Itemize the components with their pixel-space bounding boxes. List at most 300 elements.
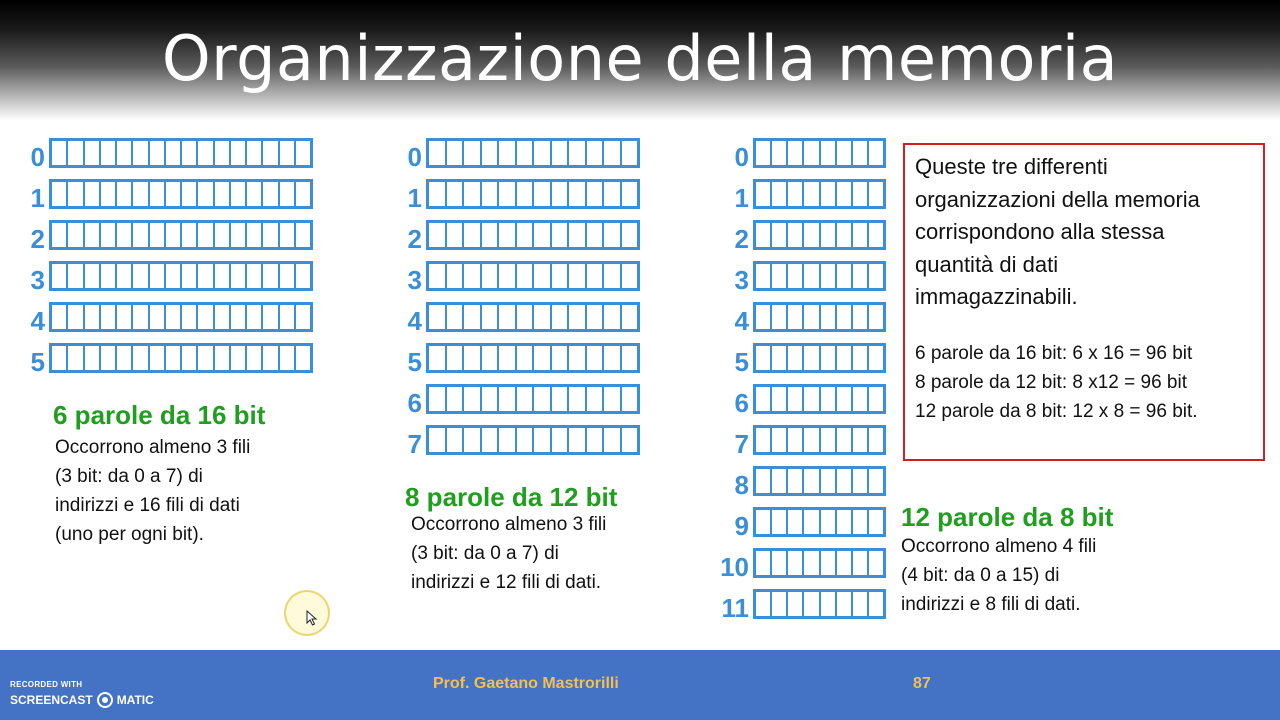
bit-cell — [788, 264, 804, 288]
word-address-label: 10 — [720, 552, 749, 582]
memory-word-row — [734, 302, 886, 338]
bit-cell — [85, 305, 101, 329]
memory-word-cells — [753, 507, 886, 537]
bit-cell — [853, 592, 869, 616]
bit-cell — [447, 305, 465, 329]
bit-cell — [756, 346, 772, 370]
bit-cell — [464, 305, 482, 329]
bit-cell — [133, 182, 149, 206]
bit-cell — [552, 141, 570, 165]
word-address-label: 5 — [407, 347, 422, 377]
memory-word-row — [407, 179, 640, 215]
bit-cell — [853, 428, 869, 452]
bit-cell — [788, 428, 804, 452]
bit-cell — [853, 387, 869, 411]
bit-cell — [198, 264, 214, 288]
memory-word-row — [734, 507, 886, 543]
bit-cell — [296, 305, 310, 329]
summary-note-calculations: 6 parole da 16 bit: 6 x 16 = 96 bit 8 parole da 12 bit: 8 x12 = 96 bit 12 parole da 8 bit: 12 x 8 = 96 bit. — [915, 343, 1198, 422]
bit-cell — [869, 387, 883, 411]
bit-cell — [804, 182, 820, 206]
bit-cell — [869, 305, 883, 329]
memory-word-row — [734, 384, 886, 420]
memory-word-row — [734, 220, 886, 256]
memory-word-cells — [426, 384, 640, 414]
word-address-label: 2 — [30, 224, 45, 254]
bit-cell — [604, 223, 622, 247]
footer-bar — [0, 650, 1280, 720]
bit-cell — [756, 264, 772, 288]
bit-cell — [464, 387, 482, 411]
bit-cell — [772, 264, 788, 288]
bit-cell — [117, 305, 133, 329]
bit-cell — [534, 182, 552, 206]
bit-cell — [552, 264, 570, 288]
bit-cell — [182, 182, 198, 206]
bit-cell — [853, 223, 869, 247]
bit-cell — [150, 223, 166, 247]
bit-cell — [101, 141, 117, 165]
bit-cell — [837, 264, 853, 288]
bit-cell — [622, 346, 638, 370]
title-bar — [0, 0, 1280, 120]
org-12x8-title: 12 parole da 8 bit — [901, 502, 1114, 532]
bit-cell — [101, 223, 117, 247]
bit-cell — [215, 346, 231, 370]
bit-cell — [622, 264, 638, 288]
bit-cell — [464, 346, 482, 370]
record-icon — [97, 692, 113, 708]
bit-cell — [587, 428, 605, 452]
bit-cell — [482, 141, 500, 165]
bit-cell — [772, 387, 788, 411]
memory-word-row — [30, 343, 313, 379]
bit-cell — [534, 387, 552, 411]
bit-cell — [804, 469, 820, 493]
bit-cell — [837, 428, 853, 452]
bit-cell — [52, 305, 68, 329]
bit-cell — [182, 346, 198, 370]
bit-cell — [853, 182, 869, 206]
footer-author: Prof. Gaetano Mastrorilli — [433, 675, 619, 692]
bit-cell — [447, 387, 465, 411]
bit-cell — [198, 223, 214, 247]
bit-cell — [85, 223, 101, 247]
bit-cell — [804, 346, 820, 370]
bit-cell — [622, 223, 638, 247]
bit-cell — [756, 510, 772, 534]
bit-cell — [772, 428, 788, 452]
bit-cell — [280, 141, 296, 165]
bit-cell — [85, 182, 101, 206]
bit-cell — [804, 551, 820, 575]
bit-cell — [788, 551, 804, 575]
bit-cell — [869, 346, 883, 370]
bit-cell — [587, 264, 605, 288]
memory-word-cells — [49, 220, 313, 250]
bit-cell — [837, 305, 853, 329]
bit-cell — [604, 264, 622, 288]
memory-word-cells — [753, 138, 886, 168]
bit-cell — [263, 182, 279, 206]
slide-title: Organizzazione della memoria — [161, 22, 1119, 95]
bit-cell — [198, 346, 214, 370]
bit-cell — [517, 346, 535, 370]
bit-cell — [215, 182, 231, 206]
bit-cell — [231, 264, 247, 288]
bit-cell — [429, 141, 447, 165]
bit-cell — [182, 223, 198, 247]
bit-cell — [133, 141, 149, 165]
bit-cell — [85, 346, 101, 370]
bit-cell — [772, 346, 788, 370]
bit-cell — [464, 223, 482, 247]
mouse-pointer-icon — [306, 610, 318, 626]
bit-cell — [587, 305, 605, 329]
bit-cell — [482, 182, 500, 206]
bit-cell — [756, 428, 772, 452]
bit-cell — [788, 592, 804, 616]
bit-cell — [837, 592, 853, 616]
memory-word-cells — [426, 343, 640, 373]
bit-cell — [821, 223, 837, 247]
bit-cell — [263, 305, 279, 329]
bit-cell — [821, 592, 837, 616]
bit-cell — [85, 264, 101, 288]
bit-cell — [534, 428, 552, 452]
memory-word-cells — [753, 384, 886, 414]
memory-word-cells — [753, 179, 886, 209]
bit-cell — [280, 264, 296, 288]
memory-word-row — [30, 179, 313, 215]
bit-cell — [464, 182, 482, 206]
bit-cell — [68, 223, 84, 247]
bit-cell — [869, 551, 883, 575]
memory-word-row — [407, 138, 640, 174]
bit-cell — [534, 305, 552, 329]
bit-cell — [429, 182, 447, 206]
bit-cell — [772, 469, 788, 493]
word-address-label: 4 — [30, 306, 45, 336]
bit-cell — [117, 223, 133, 247]
bit-cell — [772, 182, 788, 206]
bit-cell — [133, 305, 149, 329]
bit-cell — [772, 223, 788, 247]
bit-cell — [231, 305, 247, 329]
bit-cell — [517, 264, 535, 288]
bit-cell — [821, 264, 837, 288]
bit-cell — [499, 387, 517, 411]
word-address-label: 4 — [407, 306, 422, 336]
bit-cell — [622, 305, 638, 329]
bit-cell — [552, 182, 570, 206]
org-8x12-title: 8 parole da 12 bit — [405, 482, 618, 512]
page-number: 87 — [913, 675, 931, 692]
bit-cell — [604, 305, 622, 329]
bit-cell — [499, 305, 517, 329]
memory-word-row — [734, 261, 886, 297]
bit-cell — [788, 510, 804, 534]
memory-word-row — [407, 343, 640, 379]
bit-cell — [150, 305, 166, 329]
word-address-label: 3 — [734, 265, 749, 295]
bit-cell — [133, 264, 149, 288]
memory-word-row — [407, 384, 640, 420]
bit-cell — [821, 182, 837, 206]
memory-word-row — [407, 425, 640, 461]
recorded-with-label: RECORDED WITH — [10, 680, 83, 689]
bit-cell — [429, 264, 447, 288]
bit-cell — [604, 141, 622, 165]
bit-cell — [85, 141, 101, 165]
bit-cell — [837, 551, 853, 575]
bit-cell — [482, 387, 500, 411]
logo-right-text: MATIC — [116, 693, 154, 707]
word-address-label: 3 — [407, 265, 422, 295]
bit-cell — [517, 387, 535, 411]
bit-cell — [821, 141, 837, 165]
bit-cell — [166, 141, 182, 165]
bit-cell — [464, 428, 482, 452]
org-8x12-description: Occorrono almeno 3 fili (3 bit: da 0 a 7) di indirizzi e 12 fili di dati. — [411, 514, 607, 593]
bit-cell — [499, 141, 517, 165]
bit-cell — [464, 141, 482, 165]
bit-cell — [788, 182, 804, 206]
word-address-label: 3 — [30, 265, 45, 295]
bit-cell — [447, 141, 465, 165]
bit-cell — [837, 387, 853, 411]
summary-note-box — [903, 143, 1265, 461]
bit-cell — [247, 346, 263, 370]
bit-cell — [837, 346, 853, 370]
bit-cell — [263, 223, 279, 247]
bit-cell — [821, 551, 837, 575]
word-address-label: 5 — [734, 347, 749, 377]
bit-cell — [772, 551, 788, 575]
bit-cell — [117, 182, 133, 206]
bit-cell — [499, 264, 517, 288]
bit-cell — [569, 428, 587, 452]
bit-cell — [804, 592, 820, 616]
bit-cell — [231, 223, 247, 247]
word-address-label: 1 — [407, 183, 422, 213]
bit-cell — [263, 264, 279, 288]
word-address-label: 7 — [734, 429, 749, 459]
bit-cell — [429, 428, 447, 452]
bit-cell — [869, 223, 883, 247]
bit-cell — [604, 428, 622, 452]
memory-word-cells — [426, 220, 640, 250]
bit-cell — [869, 141, 883, 165]
bit-cell — [482, 264, 500, 288]
bit-cell — [552, 387, 570, 411]
bit-cell — [869, 592, 883, 616]
bit-cell — [853, 510, 869, 534]
memory-word-cells — [753, 343, 886, 373]
bit-cell — [804, 223, 820, 247]
bit-cell — [166, 264, 182, 288]
bit-cell — [182, 141, 198, 165]
bit-cell — [552, 346, 570, 370]
bit-cell — [534, 264, 552, 288]
bit-cell — [166, 305, 182, 329]
bit-cell — [788, 346, 804, 370]
screencast-o-matic-logo — [10, 680, 154, 708]
bit-cell — [280, 346, 296, 370]
bit-cell — [447, 182, 465, 206]
bit-cell — [296, 223, 310, 247]
bit-cell — [853, 141, 869, 165]
bit-cell — [853, 305, 869, 329]
memory-word-cells — [426, 425, 640, 455]
bit-cell — [587, 387, 605, 411]
bit-cell — [198, 182, 214, 206]
bit-cell — [150, 141, 166, 165]
bit-cell — [804, 141, 820, 165]
bit-cell — [68, 346, 84, 370]
bit-cell — [133, 223, 149, 247]
bit-cell — [247, 223, 263, 247]
bit-cell — [569, 387, 587, 411]
bit-cell — [215, 264, 231, 288]
bit-cell — [482, 346, 500, 370]
bit-cell — [622, 387, 638, 411]
bit-cell — [133, 346, 149, 370]
word-address-label: 1 — [734, 183, 749, 213]
bit-cell — [482, 223, 500, 247]
memory-word-cells — [753, 589, 886, 619]
bit-cell — [569, 264, 587, 288]
org-6x16-description: Occorrono almeno 3 fili (3 bit: da 0 a 7) di indirizzi e 16 fili di dati (uno per ogni bit). — [55, 437, 251, 545]
bit-cell — [756, 551, 772, 575]
bit-cell — [429, 305, 447, 329]
bit-cell — [837, 141, 853, 165]
bit-cell — [464, 264, 482, 288]
bit-cell — [429, 223, 447, 247]
bit-cell — [853, 264, 869, 288]
word-address-label: 0 — [30, 142, 45, 172]
memory-word-cells — [753, 261, 886, 291]
bit-cell — [101, 346, 117, 370]
bit-cell — [52, 141, 68, 165]
bit-cell — [482, 428, 500, 452]
bit-cell — [552, 428, 570, 452]
bit-cell — [150, 264, 166, 288]
bit-cell — [166, 182, 182, 206]
bit-cell — [517, 141, 535, 165]
bit-cell — [788, 223, 804, 247]
bit-cell — [215, 305, 231, 329]
bit-cell — [837, 469, 853, 493]
bit-cell — [52, 223, 68, 247]
bit-cell — [788, 387, 804, 411]
bit-cell — [622, 141, 638, 165]
bit-cell — [853, 551, 869, 575]
org-12x8-description: Occorrono almeno 4 fili (4 bit: da 0 a 15) di indirizzi e 8 fili di dati. — [901, 536, 1097, 615]
bit-cell — [534, 141, 552, 165]
memory-word-row — [407, 261, 640, 297]
bit-cell — [499, 428, 517, 452]
bit-cell — [517, 223, 535, 247]
bit-cell — [756, 182, 772, 206]
word-address-label: 8 — [734, 470, 749, 500]
bit-cell — [821, 469, 837, 493]
bit-cell — [587, 346, 605, 370]
bit-cell — [804, 387, 820, 411]
bit-cell — [447, 428, 465, 452]
bit-cell — [804, 305, 820, 329]
bit-cell — [447, 223, 465, 247]
bit-cell — [587, 223, 605, 247]
bit-cell — [150, 182, 166, 206]
bit-cell — [772, 510, 788, 534]
bit-cell — [837, 223, 853, 247]
memory-word-cells — [753, 220, 886, 250]
bit-cell — [622, 182, 638, 206]
memory-word-row — [734, 425, 886, 461]
bit-cell — [101, 305, 117, 329]
memory-word-cells — [753, 548, 886, 578]
bit-cell — [182, 305, 198, 329]
bit-cell — [447, 346, 465, 370]
bit-cell — [837, 510, 853, 534]
memory-word-cells — [49, 138, 313, 168]
bit-cell — [804, 510, 820, 534]
bit-cell — [52, 264, 68, 288]
bit-cell — [280, 182, 296, 206]
bit-cell — [756, 141, 772, 165]
bit-cell — [296, 264, 310, 288]
bit-cell — [756, 469, 772, 493]
bit-cell — [101, 264, 117, 288]
bit-cell — [821, 387, 837, 411]
bit-cell — [756, 387, 772, 411]
bit-cell — [534, 223, 552, 247]
bit-cell — [622, 428, 638, 452]
bit-cell — [499, 346, 517, 370]
bit-cell — [198, 141, 214, 165]
memory-word-cells — [49, 179, 313, 209]
bit-cell — [247, 305, 263, 329]
bit-cell — [772, 592, 788, 616]
bit-cell — [68, 305, 84, 329]
memory-word-cells — [753, 466, 886, 496]
bit-cell — [68, 264, 84, 288]
bit-cell — [429, 346, 447, 370]
word-address-label: 1 — [30, 183, 45, 213]
bit-cell — [869, 510, 883, 534]
word-address-label: 6 — [407, 388, 422, 418]
bit-cell — [837, 182, 853, 206]
bit-cell — [853, 469, 869, 493]
bit-cell — [587, 141, 605, 165]
memory-word-cells — [426, 179, 640, 209]
bit-cell — [296, 141, 310, 165]
bit-cell — [853, 346, 869, 370]
bit-cell — [869, 182, 883, 206]
memory-word-row — [721, 589, 886, 625]
bit-cell — [166, 223, 182, 247]
word-address-label: 0 — [734, 142, 749, 172]
word-address-label: 11 — [721, 593, 749, 623]
bit-cell — [869, 264, 883, 288]
word-address-label: 5 — [30, 347, 45, 377]
bit-cell — [569, 141, 587, 165]
bit-cell — [569, 305, 587, 329]
word-address-label: 2 — [407, 224, 422, 254]
bit-cell — [534, 346, 552, 370]
bit-cell — [604, 182, 622, 206]
